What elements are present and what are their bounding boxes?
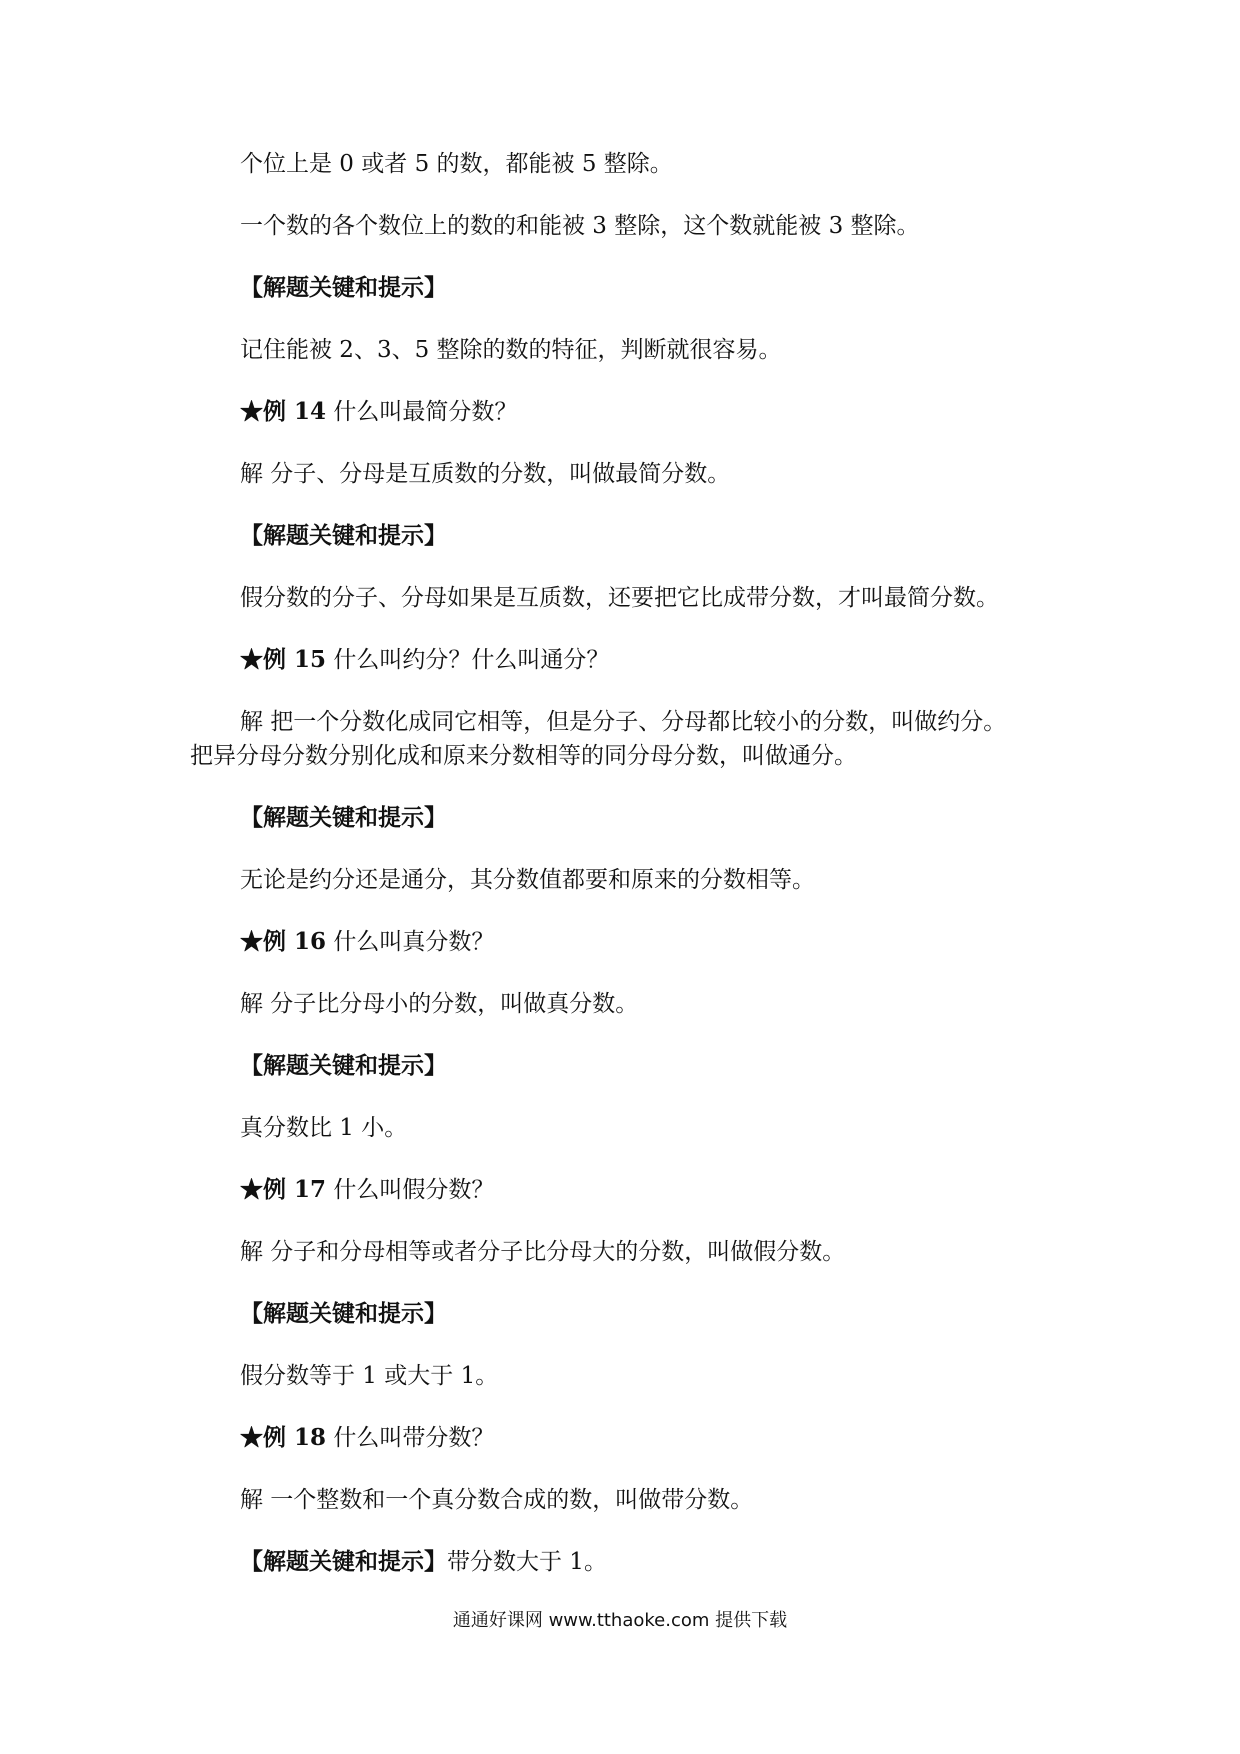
section-heading: 【解题关键和提示】	[240, 805, 447, 831]
text-line: 假分数的分子、分母如果是互质数，还要把它比成带分数，才叫最简分数。	[240, 585, 999, 611]
text-line: 假分数等于 1 或大于 1。	[240, 1363, 499, 1389]
example-label: ★例 14	[240, 398, 327, 425]
text-line: 记住能被 2、3、5 整除的数的特征，判断就很容易。	[240, 337, 782, 363]
answer-line: 解 把一个分数化成同它相等，但是分子、分母都比较小的分数，叫做约分。	[240, 709, 1007, 735]
example-question: 什么叫假分数？	[333, 1177, 495, 1203]
text-line: 真分数比 1 小。	[240, 1115, 408, 1141]
answer-line: 解 分子、分母是互质数的分数，叫做最简分数。	[240, 461, 731, 487]
text-inline: 带分数大于 1。	[447, 1549, 607, 1575]
section-heading: 【解题关键和提示】	[240, 1301, 447, 1327]
example-line	[240, 644, 609, 676]
example-line	[240, 1422, 494, 1454]
answer-line-continued: 把异分母分数分别化成和原来分数相等的同分母分数，叫做通分。	[190, 743, 857, 769]
answer-line: 解 分子和分母相等或者分子比分母大的分数，叫做假分数。	[240, 1239, 846, 1265]
example-label: ★例 16	[240, 928, 327, 955]
example-question: 什么叫真分数？	[333, 929, 495, 955]
section-heading: 【解题关键和提示】	[240, 275, 447, 301]
section-heading: 【解题关键和提示】	[240, 523, 447, 549]
example-label: ★例 17	[240, 1176, 327, 1203]
example-question: 什么叫约分？什么叫通分？	[333, 647, 610, 673]
page-footer: 通通好课网 www.tthaoke.com 提供下载	[452, 1610, 788, 1631]
example-question: 什么叫最简分数？	[333, 399, 518, 425]
answer-line: 解 一个整数和一个真分数合成的数，叫做带分数。	[240, 1487, 754, 1513]
example-question: 什么叫带分数？	[333, 1425, 495, 1451]
text-line: 个位上是 0 或者 5 的数，都能被 5 整除。	[240, 151, 673, 177]
example-line	[240, 1174, 494, 1206]
example-line	[240, 396, 517, 428]
text-line: 一个数的各个数位上的数的和能被 3 整除，这个数就能被 3 整除。	[240, 213, 920, 239]
section-heading: 【解题关键和提示】	[240, 1053, 447, 1079]
final-line	[240, 1546, 607, 1578]
answer-line: 解 分子比分母小的分数，叫做真分数。	[240, 991, 639, 1017]
example-line	[240, 926, 494, 958]
example-label: ★例 15	[240, 646, 327, 673]
section-heading: 【解题关键和提示】	[240, 1549, 447, 1575]
example-label: ★例 18	[240, 1424, 327, 1451]
text-line: 无论是约分还是通分，其分数值都要和原来的分数相等。	[240, 867, 815, 893]
